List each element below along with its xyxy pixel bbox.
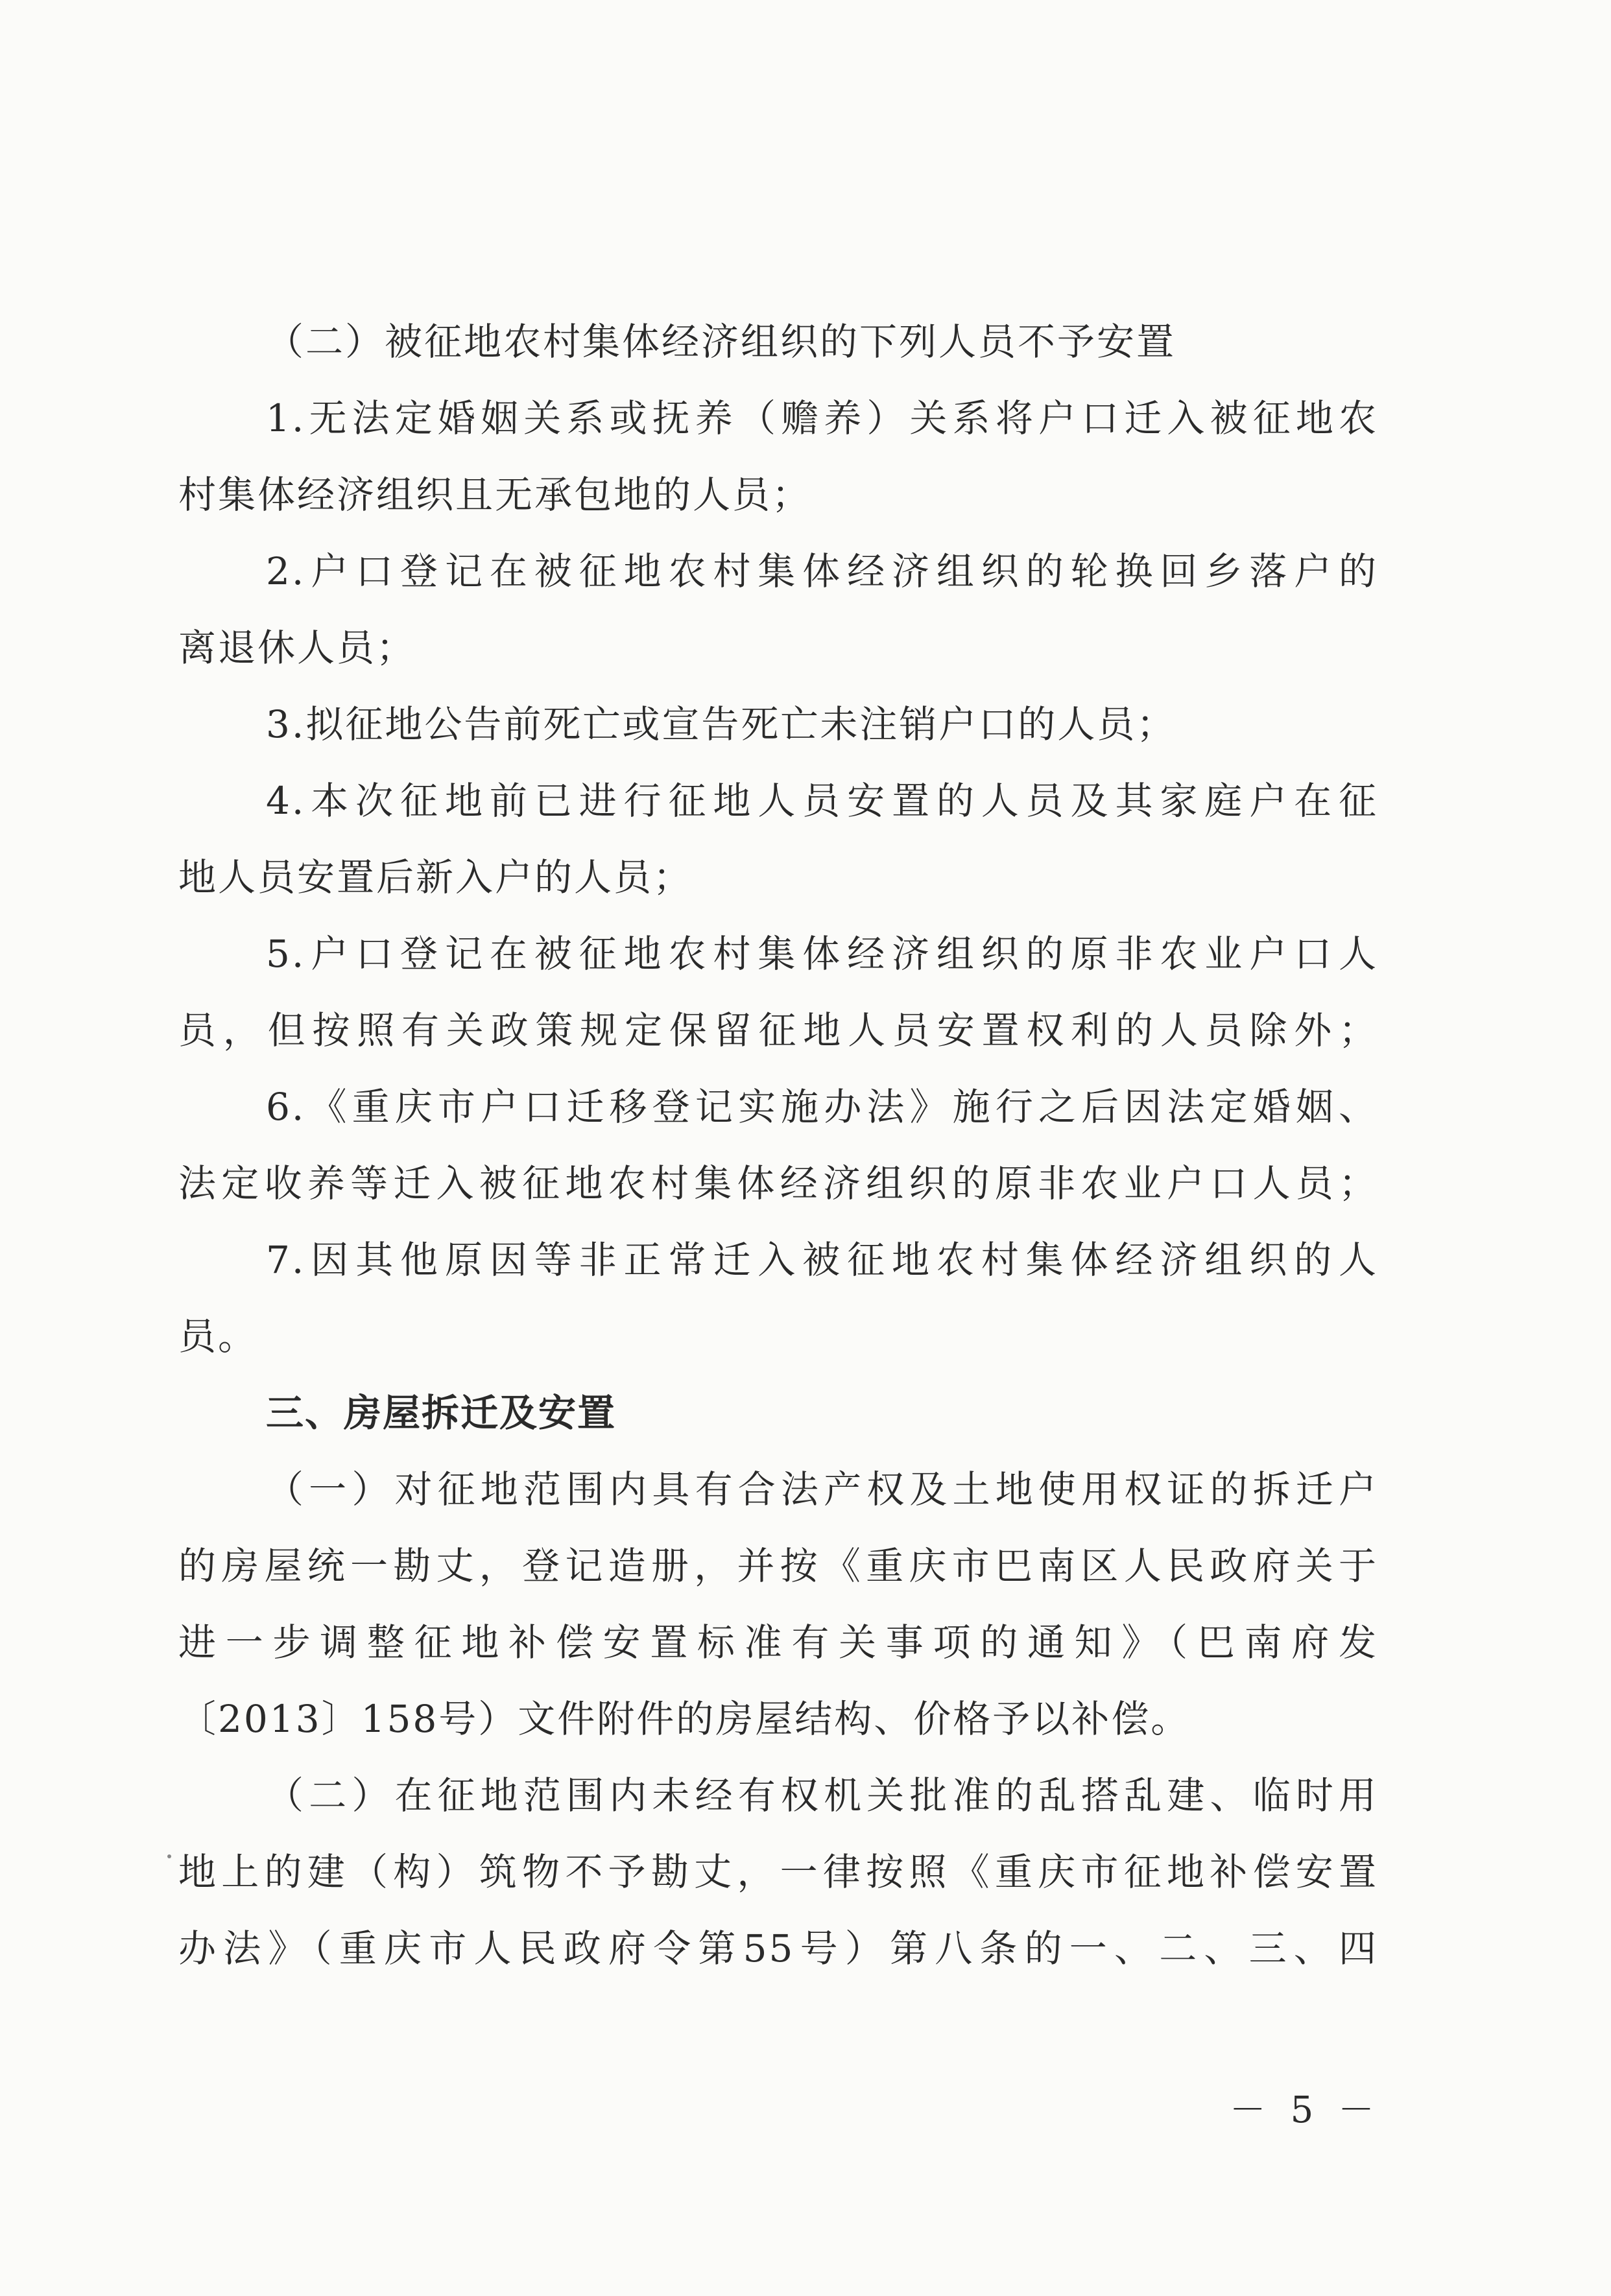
text-line: 4.本次征地前已进行征地人员安置的人员及其家庭户在征 (266, 779, 1378, 823)
text-line: 的房屋统一勘丈，登记造册，并按《重庆市巴南区人民政府关于 (178, 1544, 1378, 1588)
text-line: 地上的建（构）筑物不予勘丈，一律按照《重庆市征地补偿安置 (178, 1850, 1378, 1894)
scan-mark (167, 1854, 171, 1858)
section-heading: 三、房屋拆迁及安置 (266, 1391, 617, 1435)
document-body (178, 303, 1378, 1987)
text-line: 村集体经济组织且无承包地的人员； (178, 473, 812, 517)
text-line: 办法》（重庆市人民政府令第55号）第八条的一、二、三、四 (178, 1926, 1378, 1971)
text-line: 进一步调整征地补偿安置标准有关事项的通知》（巴南府发 (178, 1620, 1378, 1664)
text-line: 〔2013〕158号）文件附件的房屋结构、价格予以补偿。 (178, 1697, 1191, 1741)
text-line: （二）在征地范围内未经有权机关批准的乱搭乱建、临时用 (266, 1773, 1378, 1817)
page-number: － 5 － (1229, 2089, 1381, 2131)
text-line: 地人员安置后新入户的人员； (178, 855, 693, 899)
text-line: 员。 (178, 1314, 258, 1358)
text-line: 3.拟征地公告前死亡或宣告死亡未注销户口的人员； (266, 702, 1176, 746)
text-line: 离退休人员； (178, 626, 416, 670)
text-line: （一）对征地范围内具有合法产权及土地使用权证的拆迁户 (266, 1467, 1378, 1511)
text-line: 2.户口登记在被征地农村集体经济组织的轮换回乡落户的 (266, 549, 1378, 593)
text-line: 员，但按照有关政策规定保留征地人员安置权利的人员除外； (178, 1008, 1378, 1052)
text-line: 7.因其他原因等非正常迁入被征地农村集体经济组织的人 (266, 1238, 1378, 1282)
text-line: 1.无法定婚姻关系或抚养（赡养）关系将户口迁入被征地农 (266, 396, 1378, 440)
text-line: 法定收养等迁入被征地农村集体经济组织的原非农业户口人员； (178, 1161, 1378, 1205)
text-line: 6.《重庆市户口迁移登记实施办法》施行之后因法定婚姻、 (266, 1085, 1378, 1129)
text-line: 5.户口登记在被征地农村集体经济组织的原非农业户口人 (266, 932, 1378, 976)
text-line: （二）被征地农村集体经济组织的下列人员不予安置 (266, 320, 1176, 364)
